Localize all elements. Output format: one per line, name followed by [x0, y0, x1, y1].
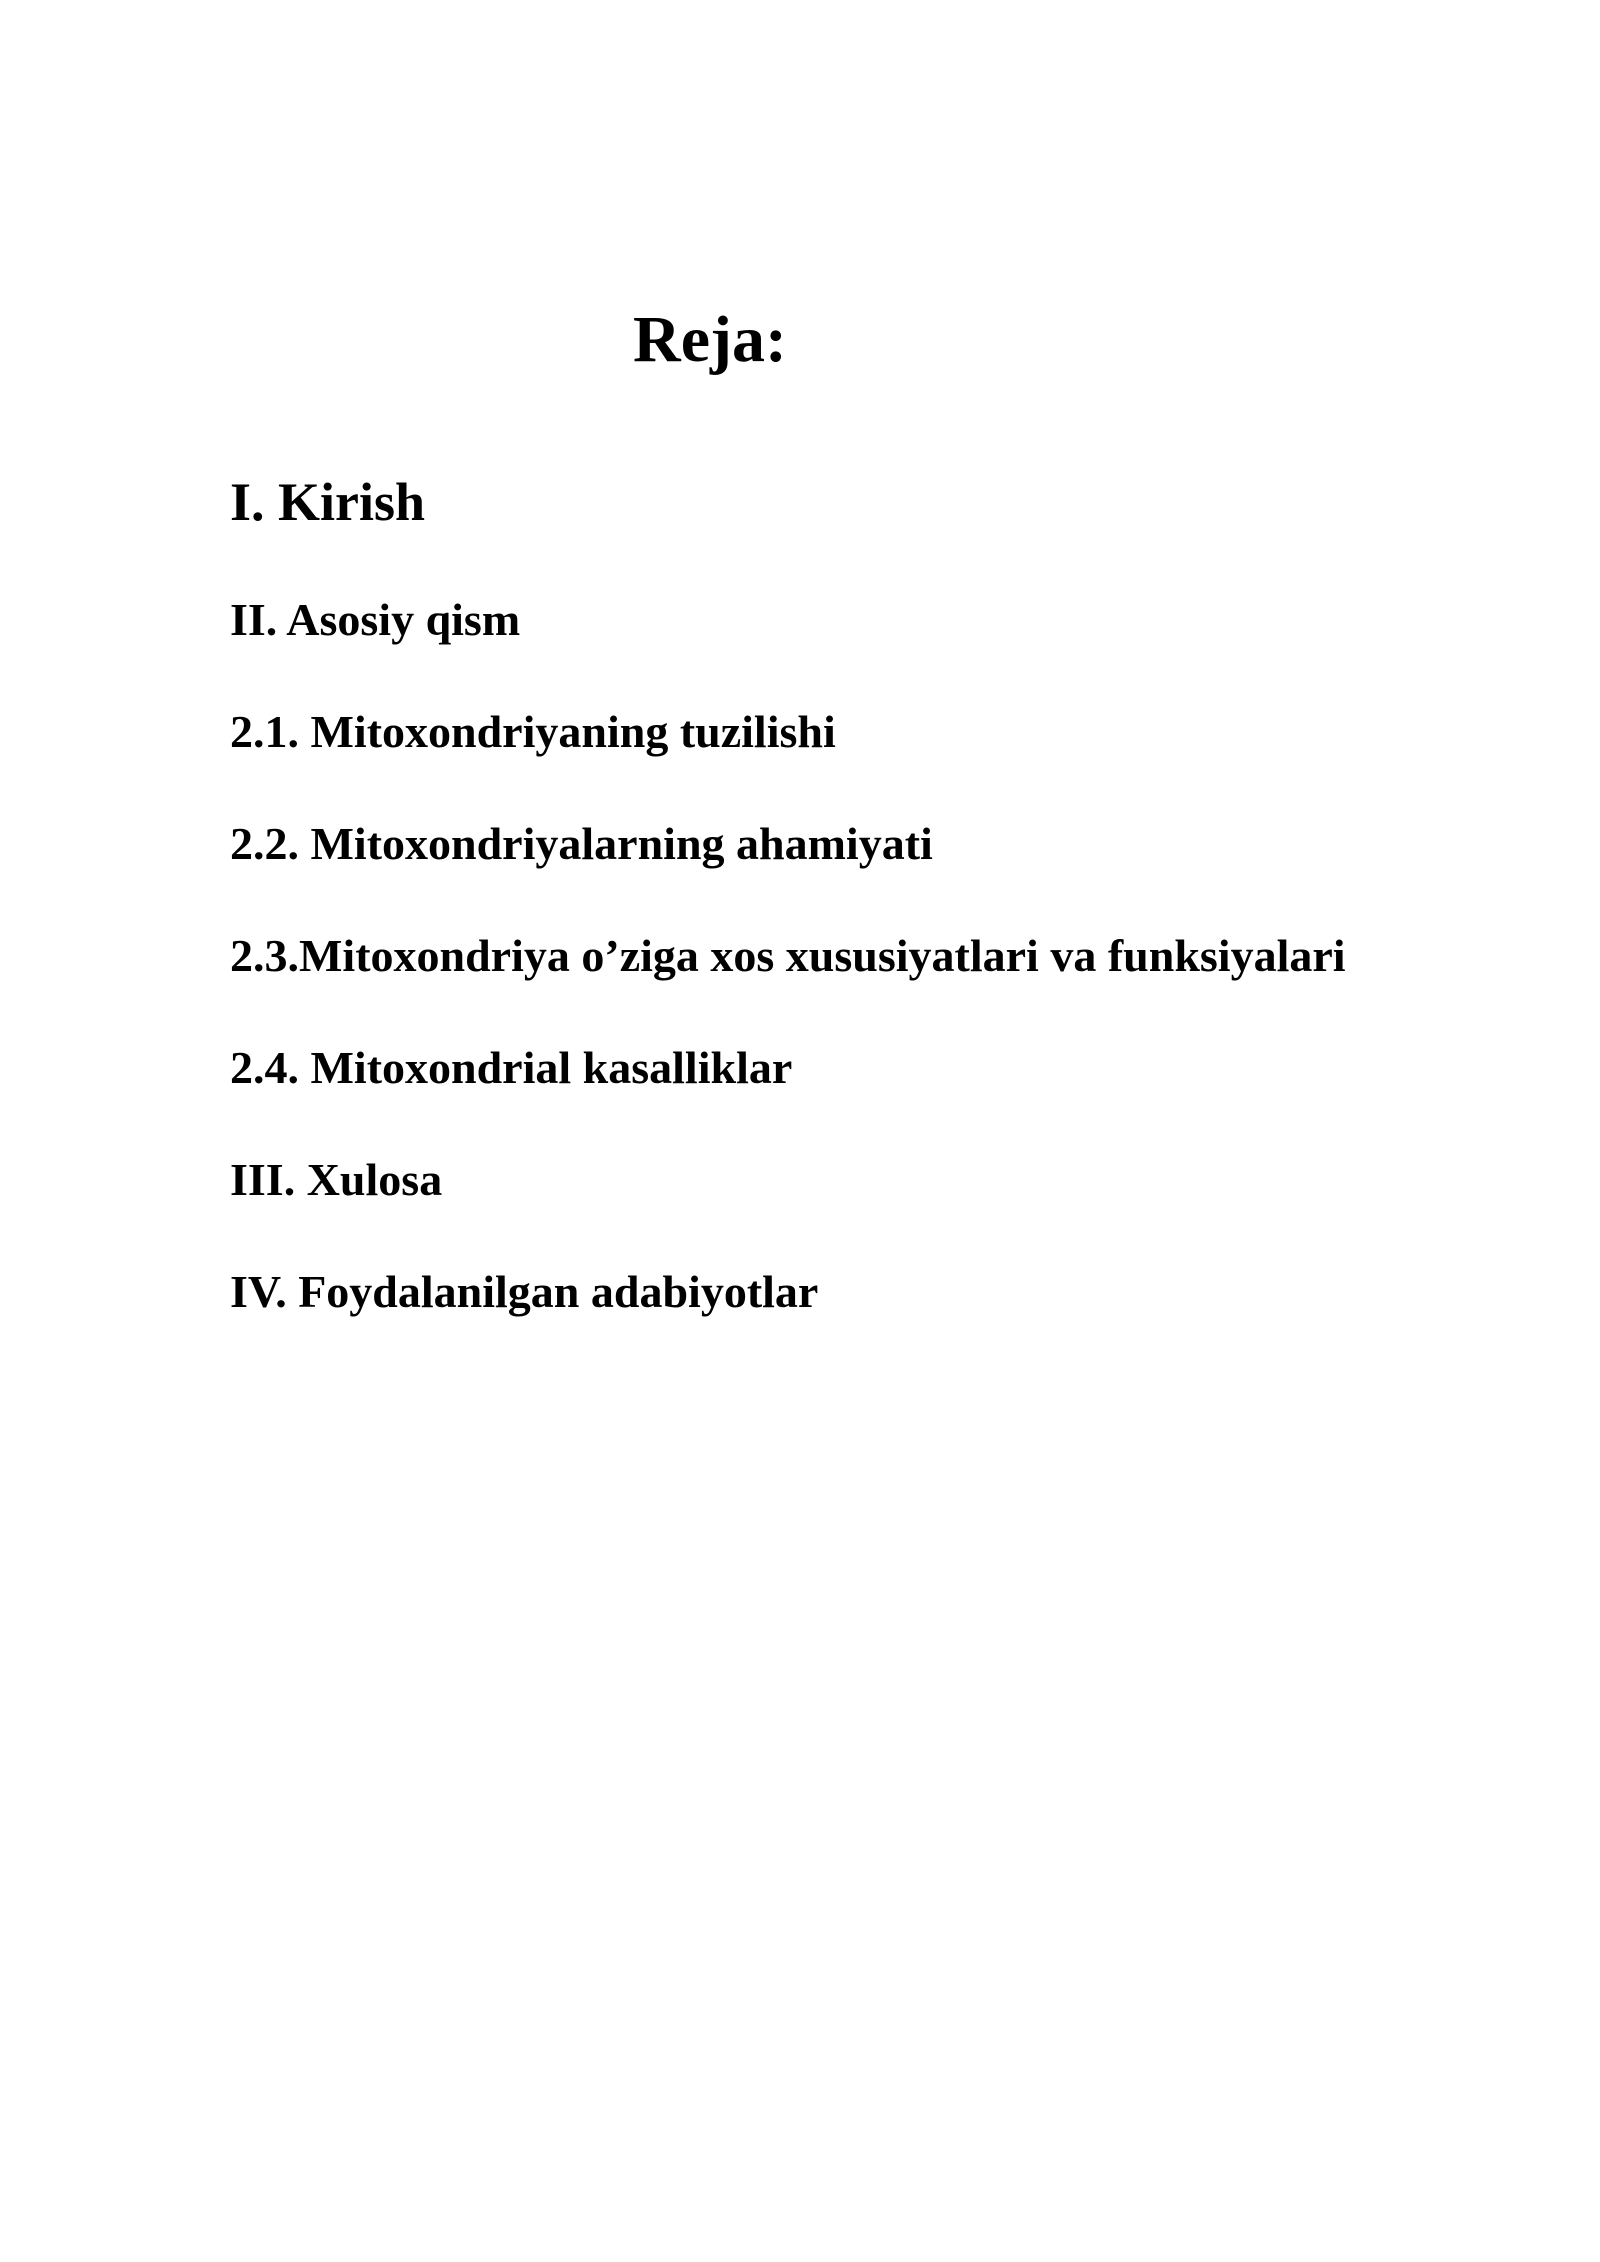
toc-item-2-1: 2.1. Mitoxondriyaning tuzilishi: [230, 706, 836, 757]
toc-item-references: IV. Foydalanilgan adabiyotlar: [230, 1266, 819, 1317]
toc-item-main-part: II. Asosiy qism: [230, 594, 521, 645]
toc-item-introduction: I. Kirish: [230, 472, 426, 532]
page-title: Reja:: [633, 303, 787, 376]
toc-item-conclusion: III. Xulosa: [230, 1154, 443, 1205]
table-of-contents: [230, 462, 1346, 1364]
toc-item-2-3: 2.3.Mitoxondriya o’ziga xos xususiyatlari va funksiyalari: [230, 930, 1346, 981]
toc-item-2-2: 2.2. Mitoxondriyalarning ahamiyati: [230, 818, 933, 869]
toc-item-2-4: 2.4. Mitoxondrial kasalliklar: [230, 1042, 793, 1093]
